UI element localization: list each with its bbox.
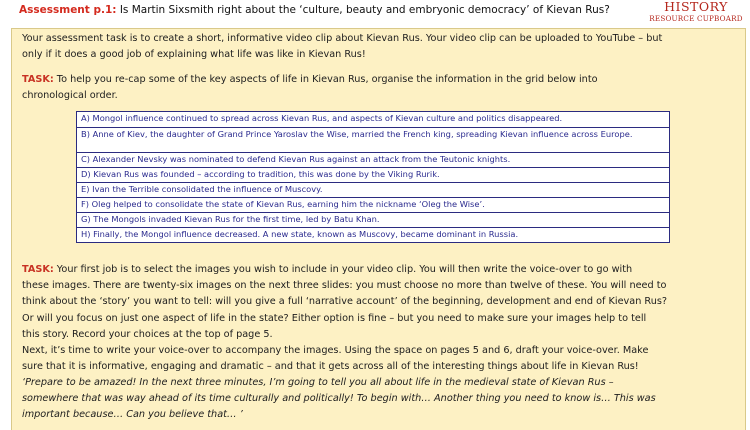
task-line xyxy=(22,262,734,278)
grid-row-c: C) Alexander Nevsky was nominated to defend Kievan Rus against an attack from the Teutonic knights. xyxy=(77,152,669,167)
task-line xyxy=(22,72,734,88)
task-images-paragraph xyxy=(22,262,734,343)
intro-line: only if it does a good job of explaining what life was like in Kievan Rus! xyxy=(22,49,366,61)
task-label: TASK: xyxy=(22,74,54,85)
task-line: think about the ‘story’ you want to tell: will you give a full ‘narrative account’ of the beginning, development and end of Kievan Rus? xyxy=(22,296,668,308)
task-line: this story. Record your choices at the top of page 5. xyxy=(22,328,273,340)
example-line: important because… Can you believe that… ’ xyxy=(22,409,243,421)
example-line: somewhere that was way ahead of its time culturally and politically! To begin with… Another thing you need to know is… This was xyxy=(22,393,656,405)
header xyxy=(0,0,750,28)
example-voiceover xyxy=(22,375,734,424)
voiceover-line: sure that it is informative, engaging and dramatic – and that it gets across all of the interesting things about life in Kievan Rus! xyxy=(22,361,639,373)
page-title xyxy=(19,4,610,16)
task-chronology-paragraph xyxy=(22,72,734,104)
task-text: Your first job is to select the images you wish to include in your video clip. You will then write the voice-over to go with xyxy=(53,264,633,275)
task-text: To help you re-cap some of the key aspects of life in Kievan Rus, organise the information in the grid below into xyxy=(53,74,598,85)
grid-row-f: F) Oleg helped to consolidate the state of Kievan Rus, earning him the nickname ‘Oleg the Wise’. xyxy=(77,197,669,212)
task-label: TASK: xyxy=(22,264,54,275)
example-line: ‘Prepare to be amazed! In the next three minutes, I’m going to tell you all about life in the medieval state of Kievan Rus – xyxy=(22,377,614,388)
content-panel xyxy=(11,28,746,430)
voiceover-paragraph xyxy=(22,343,734,375)
task-line: chronological order. xyxy=(22,90,118,102)
task-line: these images. There are twenty-six images on the next three slides: you must choose no more than twelve of these. You will need to xyxy=(22,280,667,292)
chronology-grid xyxy=(76,111,670,243)
grid-row-a: A) Mongol influence continued to spread across Kievan Rus, and aspects of Kievan culture and politics disappeared. xyxy=(77,112,669,127)
logo-line-2: RESOURCE CUPBOARD xyxy=(649,14,743,23)
grid-row-e: E) Ivan the Terrible consolidated the influence of Muscovy. xyxy=(77,182,669,197)
grid-row-g: G) The Mongols invaded Kievan Rus for the first time, led by Batu Khan. xyxy=(77,212,669,227)
grid-row-h: H) Finally, the Mongol influence decreased. A new state, known as Muscovy, became dominant in Russia. xyxy=(77,227,669,242)
logo-line-1: HISTORY xyxy=(664,0,728,14)
task-line: Or will you focus on just one aspect of life in the state? Either option is fine – but you need to make sure your images help to tell xyxy=(22,312,647,324)
assessment-question: Is Martin Sixsmith right about the ‘culture, beauty and embryonic democracy’ of Kievan Rus? xyxy=(119,4,610,16)
grid-row-d: D) Kievan Rus was founded – according to tradition, this was done by the Viking Rurik. xyxy=(77,167,669,182)
intro-line: Your assessment task is to create a short, informative video clip about Kievan Rus. Your video clip can be uploaded to YouTube – but xyxy=(22,33,663,44)
assessment-label: Assessment p.1: xyxy=(19,4,117,16)
grid-row-b: B) Anne of Kiev, the daughter of Grand Prince Yaroslav the Wise, married the French king, spreading Kievan influence across Europe. xyxy=(77,127,669,152)
intro-paragraph xyxy=(22,31,734,63)
voiceover-line: Next, it’s time to write your voice-over to accompany the images. Using the space on pages 5 and 6, draft your voice-over. Make xyxy=(22,345,649,356)
history-resource-cupboard-logo xyxy=(648,0,744,23)
